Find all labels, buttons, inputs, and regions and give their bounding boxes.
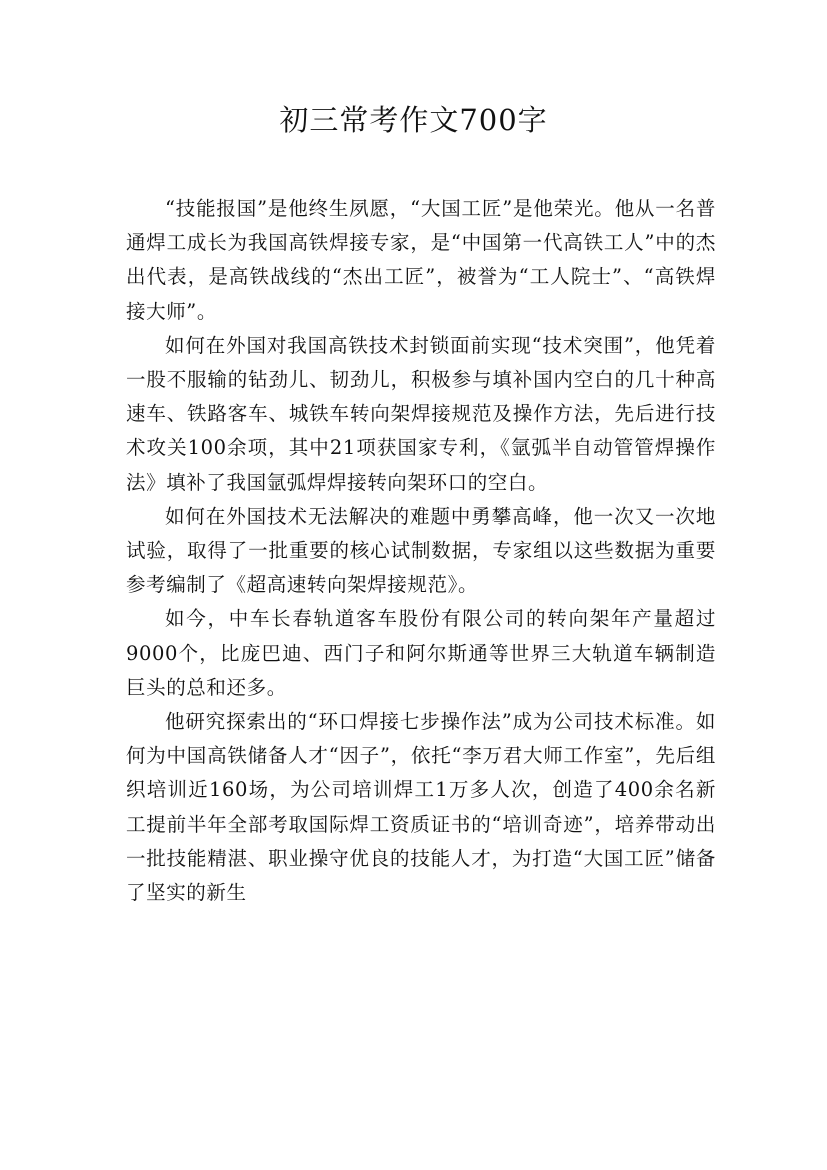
paragraph-1: “技能报国”是他终生夙愿，“大国工匠”是他荣光。他从一名普通焊工成长为我国高铁焊接专家，是“中国第一代高铁工人”中的杰出代表，是高铁战线的“杰出工匠”，被誉为“工人院士”、“高铁焊接大师”。 <box>126 197 716 323</box>
paragraph-5: 他研究探索出的“环口焊接七步操作法”成为公司技术标准。如何为中国高铁储备人才“因子”，依托“李万君大师工作室”，先后组织培训近160场，为公司培训焊工1万多人次，创造了400余名新工提前半年全部考取国际焊工资质证书的“培训奇迹”，培养带动出一批技能精湛、职业操守优良的技能人才，为打造“大国工匠”储备了坚实的新生 <box>126 710 716 905</box>
paragraph-2: 如何在外国对我国高铁技术封锁面前实现“技术突围”，他凭着一股不服输的钻劲儿、韧劲儿，积极参与填补国内空白的几十种高速车、铁路客车、城铁车转向架焊接规范及操作方法，先后进行技术攻关100余项，其中21项获国家专利，《氩弧半自动管管焊操作法》填补了我国氩弧焊焊接转向架环口的空白。 <box>126 333 716 494</box>
document-title: 初三常考作文700字 <box>279 103 548 137</box>
paragraph-3: 如何在外国技术无法解决的难题中勇攀高峰，他一次又一次地试验，取得了一批重要的核心试制数据，专家组以这些数据为重要参考编制了《超高速转向架焊接规范》。 <box>126 504 716 597</box>
paragraph-4: 如今，中车长春轨道客车股份有限公司的转向架年产量超过9000个，比庞巴迪、西门子和阿尔斯通等世界三大轨道车辆制造巨头的总和还多。 <box>126 607 716 699</box>
document-body <box>126 192 716 910</box>
